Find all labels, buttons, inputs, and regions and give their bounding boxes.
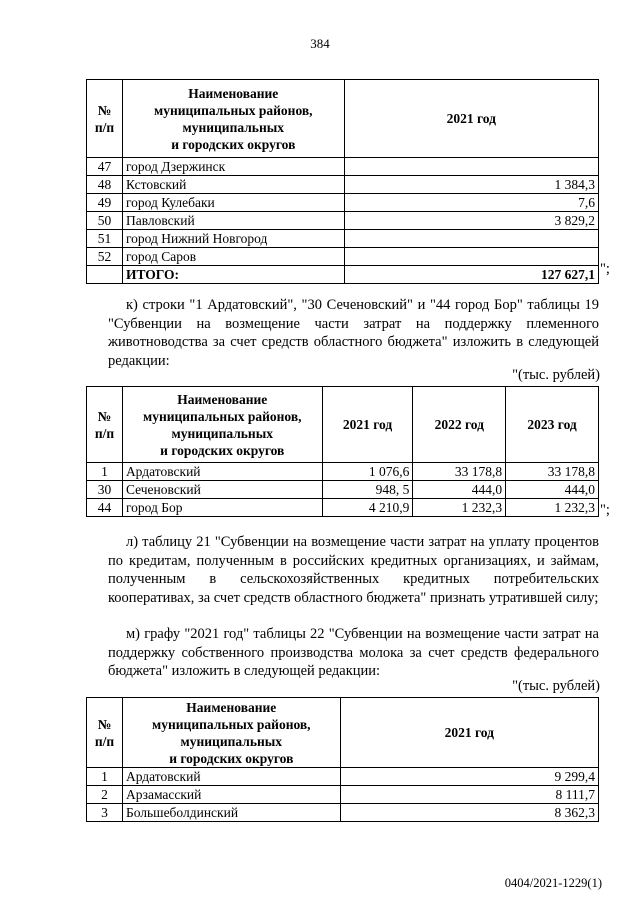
table-row — [87, 481, 599, 499]
table-row — [87, 248, 599, 266]
row-name: город Бор — [122, 499, 322, 517]
table-row — [87, 212, 599, 230]
table-1 — [86, 79, 599, 284]
header-name: Наименование муниципальных районов, муниципальных и городских округов — [122, 387, 322, 463]
table2-closing-quote: "; — [600, 502, 610, 518]
row-name: город Нижний Новгород — [122, 230, 344, 248]
row-value-2021 — [344, 248, 598, 266]
header-name: Наименование муниципальных районов, муниципальных и городских округов — [122, 80, 344, 158]
table-row — [87, 463, 599, 481]
row-value-2021: 948, 5 — [322, 481, 413, 499]
table-row — [87, 194, 599, 212]
total-empty-cell — [87, 266, 123, 284]
table-row — [87, 176, 599, 194]
row-value-2021: 7,6 — [344, 194, 598, 212]
total-row — [87, 266, 599, 284]
row-value-2021: 4 210,9 — [322, 499, 413, 517]
row-number: 30 — [87, 481, 123, 499]
row-name: Ардатовский — [122, 463, 322, 481]
header-no: № п/п — [87, 80, 123, 158]
unit-label-2: "(тыс. рублей) — [512, 367, 600, 383]
row-number: 2 — [87, 786, 123, 804]
paragraph-k: к) строки "1 Ардатовский", "30 Сеченовский" и "44 город Бор" таблицы 19 "Субвенции на возмещение части затрат на поддержку племенного животноводства за счет средств областного бюджета" изложить в следующей редакции: — [108, 297, 599, 369]
total-value: 127 627,1 — [344, 266, 598, 284]
table-3 — [86, 697, 599, 822]
table-row — [87, 786, 599, 804]
header-2021: 2021 год — [340, 698, 598, 768]
row-number: 1 — [87, 463, 123, 481]
row-value-2023: 444,0 — [506, 481, 599, 499]
row-number: 52 — [87, 248, 123, 266]
table1-closing-quote: "; — [600, 261, 610, 277]
row-name: город Кулебаки — [122, 194, 344, 212]
paragraph-m: м) графу "2021 год" таблицы 22 "Субвенции на возмещение части затрат на поддержку собственного производства молока за счет средств федерального бюджета" изложить в следующей редакции: — [108, 626, 599, 679]
row-value-2021: 8 111,7 — [340, 786, 598, 804]
row-value-2021: 3 829,2 — [344, 212, 598, 230]
document-code: 0404/2021-1229(1) — [504, 876, 602, 890]
total-label: ИТОГО: — [122, 266, 344, 284]
row-value-2022: 1 232,3 — [413, 499, 506, 517]
unit-label-3: "(тыс. рублей) — [512, 678, 600, 694]
header-name: Наименование муниципальных районов, муниципальных и городских округов — [122, 698, 340, 768]
header-no: № п/п — [87, 698, 123, 768]
row-value-2021: 8 362,3 — [340, 804, 598, 822]
page-number: 384 — [310, 36, 330, 51]
row-number: 44 — [87, 499, 123, 517]
row-name: Кстовский — [122, 176, 344, 194]
paragraph-l: л) таблицу 21 "Субвенции на возмещение части затрат на уплату процентов по кредитам, полученным в российских кредитных организациях, и займам, полученным в сельскохозяйственных кредитных потребительских кооперативах, за счет средств областного бюджета" признать утратившей силу; — [108, 534, 599, 606]
row-value-2021 — [344, 230, 598, 248]
row-name: Арзамасский — [122, 786, 340, 804]
table-row — [87, 230, 599, 248]
row-value-2021: 1 076,6 — [322, 463, 413, 481]
table-2 — [86, 386, 599, 517]
row-value-2023: 33 178,8 — [506, 463, 599, 481]
row-value-2021: 9 299,4 — [340, 768, 598, 786]
row-name: Павловский — [122, 212, 344, 230]
header-no: № п/п — [87, 387, 123, 463]
row-number: 48 — [87, 176, 123, 194]
table-row — [87, 158, 599, 176]
row-value-2021: 1 384,3 — [344, 176, 598, 194]
header-2023: 2023 год — [506, 387, 599, 463]
row-name: город Саров — [122, 248, 344, 266]
row-number: 47 — [87, 158, 123, 176]
row-name: Большеболдинский — [122, 804, 340, 822]
row-value-2022: 444,0 — [413, 481, 506, 499]
row-name: город Дзержинск — [122, 158, 344, 176]
table-row — [87, 499, 599, 517]
row-number: 3 — [87, 804, 123, 822]
table-row — [87, 768, 599, 786]
row-name: Ардатовский — [122, 768, 340, 786]
header-2021: 2021 год — [322, 387, 413, 463]
table-row — [87, 804, 599, 822]
header-2022: 2022 год — [413, 387, 506, 463]
row-number: 1 — [87, 768, 123, 786]
row-number: 51 — [87, 230, 123, 248]
row-value-2023: 1 232,3 — [506, 499, 599, 517]
header-2021: 2021 год — [344, 80, 598, 158]
row-value-2021 — [344, 158, 598, 176]
row-name: Сеченовский — [122, 481, 322, 499]
row-number: 49 — [87, 194, 123, 212]
row-value-2022: 33 178,8 — [413, 463, 506, 481]
row-number: 50 — [87, 212, 123, 230]
